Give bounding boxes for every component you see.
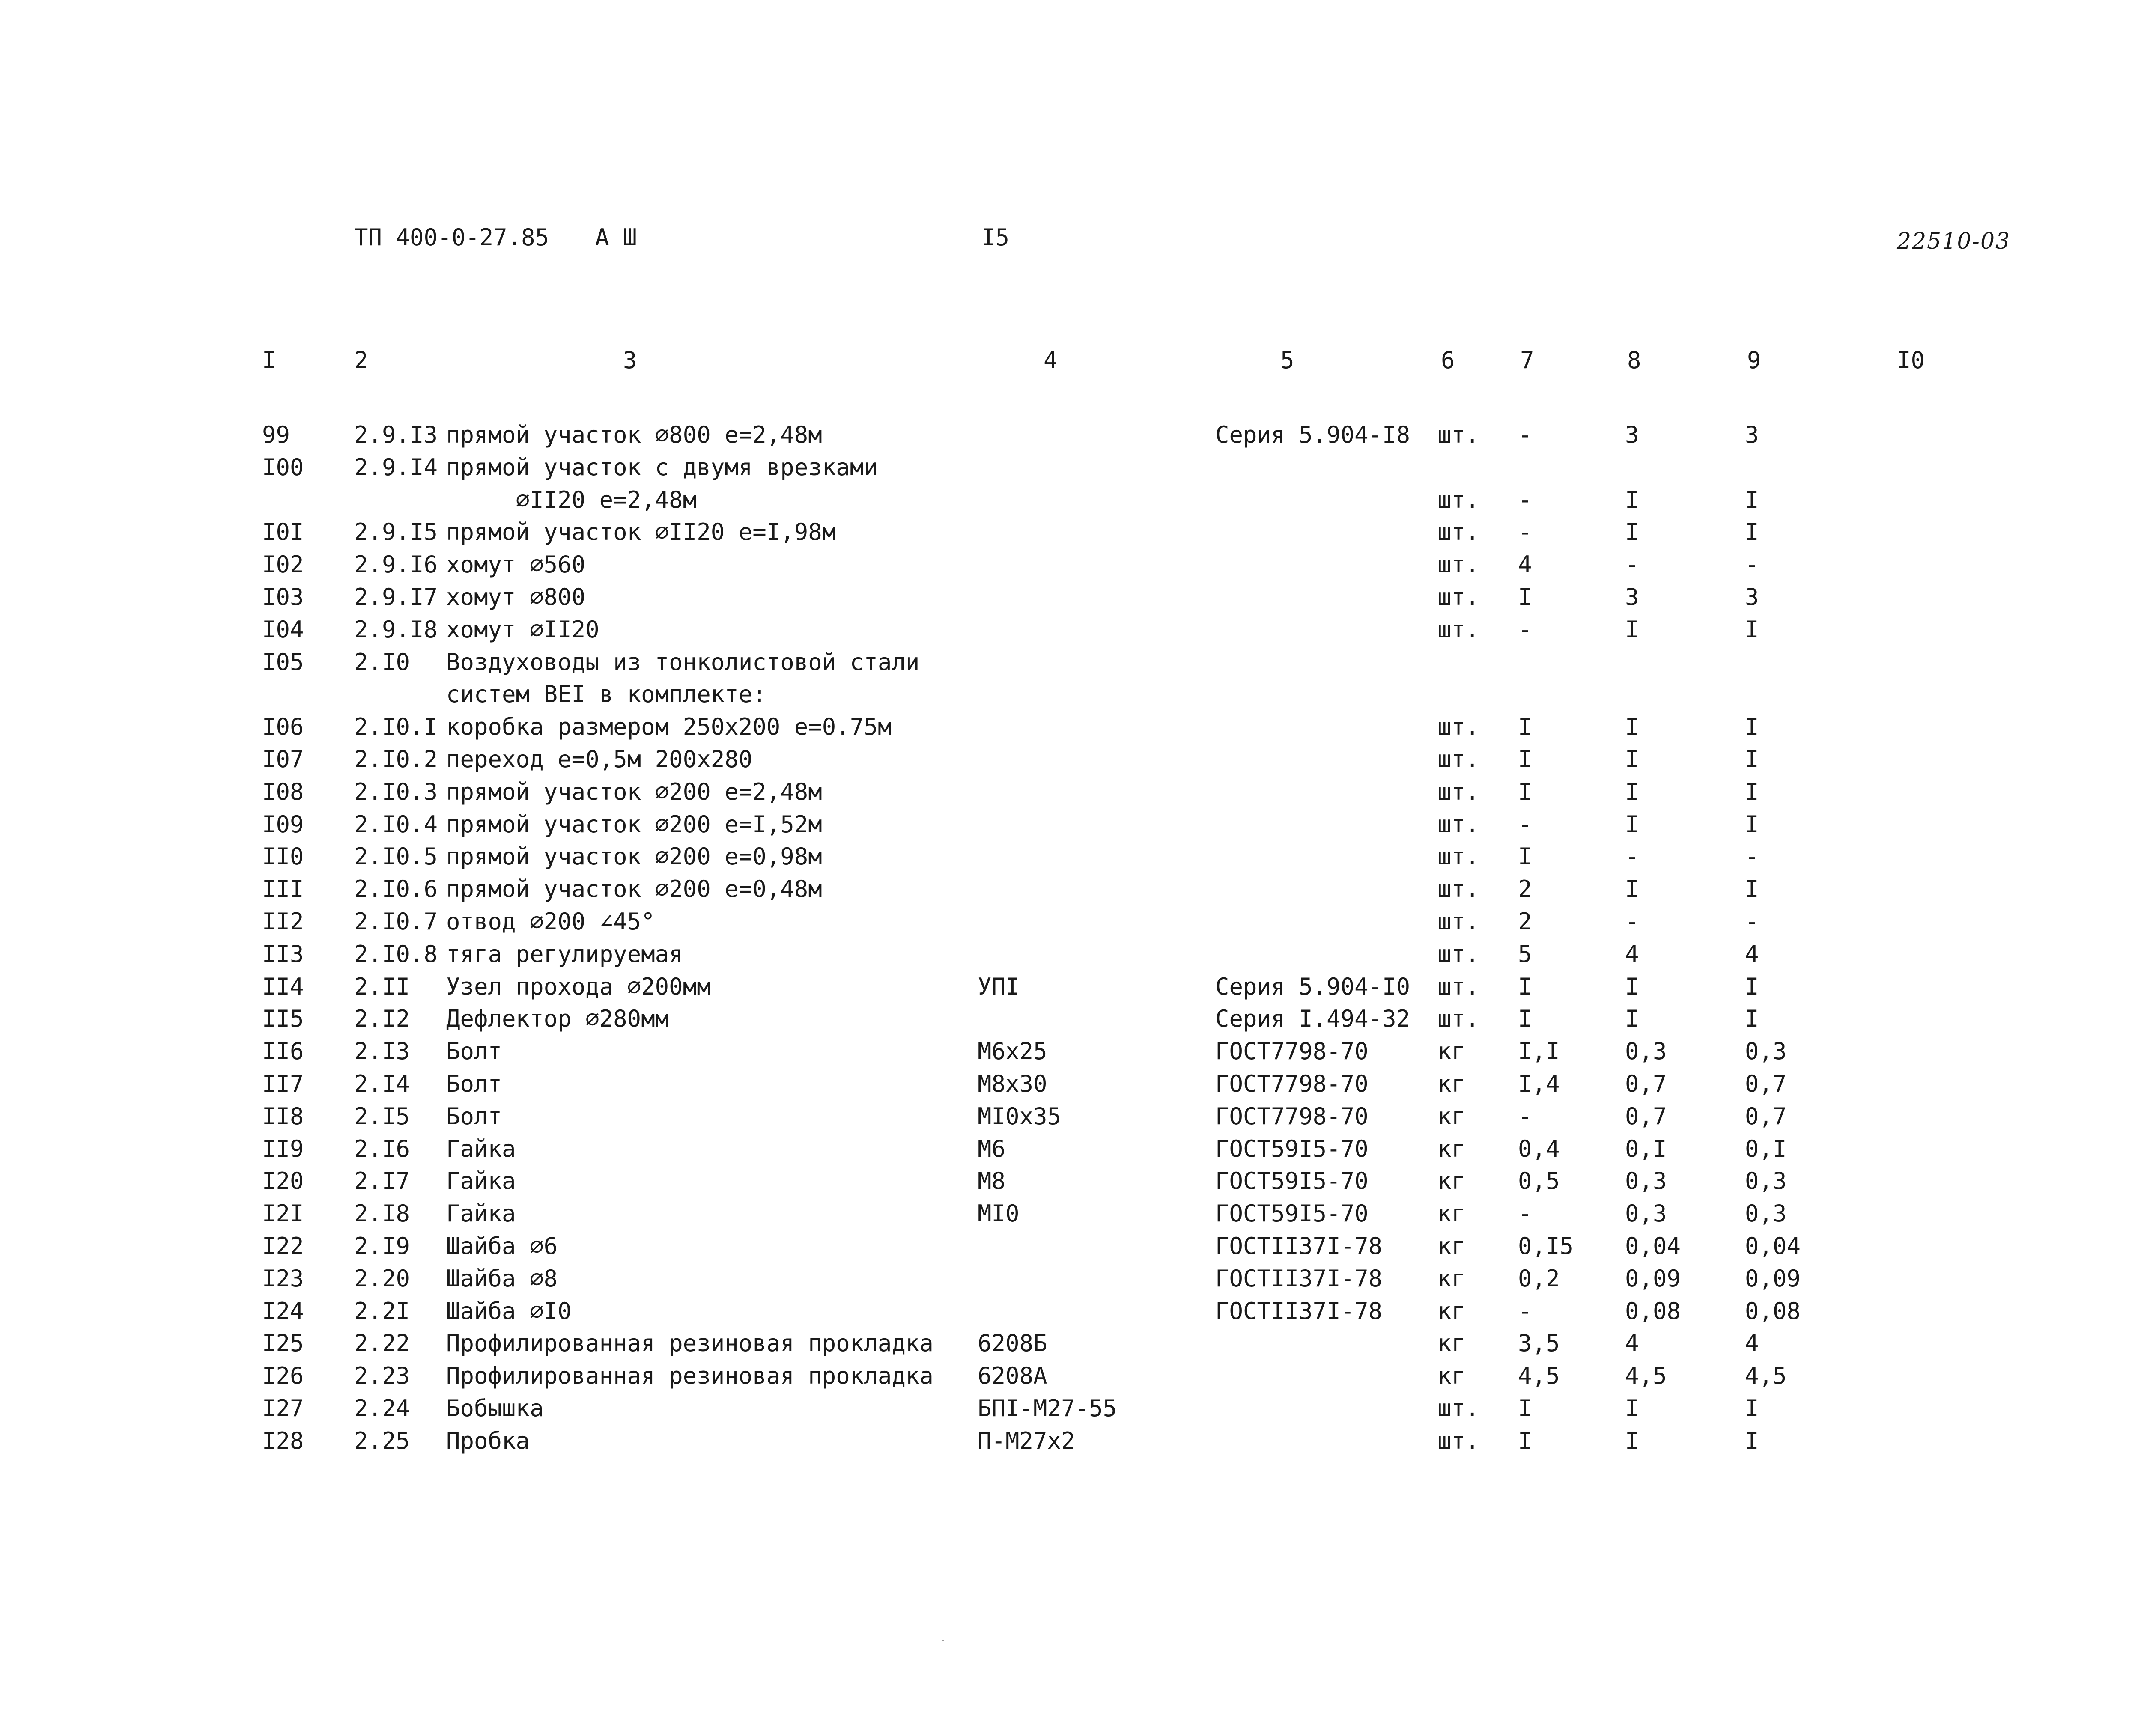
table-row — [0, 776, 2141, 808]
item-mark: УПI — [978, 973, 1020, 1000]
table-row — [0, 613, 2141, 646]
quantity-col8: I — [1625, 1427, 1639, 1454]
unit: шт. — [1437, 421, 1479, 448]
quantity-col9: - — [1745, 551, 1759, 578]
quantity-col9: I — [1745, 745, 1759, 773]
row-number: II0 — [262, 843, 304, 870]
item-name: хомут ⌀800 — [446, 583, 586, 610]
table-row — [0, 873, 2141, 905]
row-number: I07 — [262, 745, 304, 773]
quantity-col7: - — [1518, 810, 1532, 838]
position-code: 2.I0.8 — [354, 940, 438, 968]
item-name: прямой участок ⌀800 е=2,48м — [446, 421, 822, 448]
table-row — [0, 1230, 2141, 1263]
reference-document: ГОСТ59I5-70 — [1215, 1135, 1369, 1162]
unit: шт. — [1437, 810, 1479, 838]
quantity-col8: I — [1625, 616, 1639, 643]
quantity-col7: 4,5 — [1518, 1362, 1560, 1390]
quantity-col7: I — [1518, 1427, 1532, 1454]
quantity-col7: I — [1518, 1005, 1532, 1033]
quantity-col8: I — [1625, 518, 1639, 546]
quantity-col7: 3,5 — [1518, 1330, 1560, 1357]
position-code: 2.I9 — [354, 1232, 410, 1260]
quantity-col7: I — [1518, 713, 1532, 741]
item-name: Воздуховоды из тонколистовой стали — [446, 648, 920, 676]
quantity-col8: 4 — [1625, 1330, 1639, 1357]
quantity-col8: I — [1625, 778, 1639, 805]
quantity-col9: 0,08 — [1745, 1297, 1801, 1325]
unit: шт. — [1437, 616, 1479, 643]
quantity-col7: 0,5 — [1518, 1167, 1560, 1195]
unit: кг — [1437, 1167, 1466, 1195]
unit: шт. — [1437, 940, 1479, 968]
row-number: II7 — [262, 1070, 304, 1097]
item-name: Гайка — [446, 1135, 516, 1162]
quantity-col8: - — [1625, 551, 1639, 578]
item-name: Бобышка — [446, 1394, 544, 1422]
quantity-col8: I — [1625, 973, 1639, 1000]
quantity-col9: - — [1745, 908, 1759, 935]
item-name: прямой участок ⌀200 е=0,98м — [446, 843, 822, 870]
item-mark: БПI-М27-55 — [978, 1394, 1117, 1422]
quantity-col8: 0,08 — [1625, 1297, 1681, 1325]
unit: шт. — [1437, 1427, 1479, 1454]
position-code: 2.I0.2 — [354, 745, 438, 773]
unit: шт. — [1437, 713, 1479, 741]
quantity-col9: 4 — [1745, 1330, 1759, 1357]
quantity-col7: I — [1518, 1394, 1532, 1422]
unit: кг — [1437, 1265, 1466, 1292]
quantity-col7: - — [1518, 1297, 1532, 1325]
item-name: Шайба ⌀8 — [446, 1265, 558, 1292]
column-number: 4 — [1044, 347, 1058, 374]
unit: шт. — [1437, 583, 1479, 610]
table-row — [0, 711, 2141, 743]
unit: кг — [1437, 1362, 1466, 1390]
column-number: 3 — [623, 347, 637, 374]
position-code: 2.I0.7 — [354, 908, 438, 935]
item-name: систем BEI в комплекте: — [446, 681, 766, 708]
quantity-col8: 0,I — [1625, 1135, 1667, 1162]
table-row — [0, 1295, 2141, 1328]
quantity-col7: I — [1518, 745, 1532, 773]
row-number: I06 — [262, 713, 304, 741]
row-number: I05 — [262, 648, 304, 676]
quantity-col7: - — [1518, 518, 1532, 546]
row-number: I00 — [262, 453, 304, 481]
quantity-col8: 3 — [1625, 583, 1639, 610]
item-mark: М8 — [978, 1167, 1006, 1195]
unit: кг — [1437, 1070, 1466, 1097]
item-mark: МI0 — [978, 1200, 1020, 1227]
column-number-row — [0, 349, 2141, 379]
unit: кг — [1437, 1102, 1466, 1130]
row-number: II9 — [262, 1135, 304, 1162]
table-row — [0, 1133, 2141, 1165]
quantity-col8: I — [1625, 875, 1639, 903]
quantity-col7: I — [1518, 843, 1532, 870]
item-name: Болт — [446, 1102, 502, 1130]
quantity-col7: 0,I5 — [1518, 1232, 1574, 1260]
quantity-col7: 4 — [1518, 551, 1532, 578]
item-name: прямой участок ⌀200 е=2,48м — [446, 778, 822, 805]
item-name: Болт — [446, 1070, 502, 1097]
row-number: I28 — [262, 1427, 304, 1454]
item-name: хомут ⌀II20 — [446, 616, 599, 643]
row-number: II3 — [262, 940, 304, 968]
row-number: II8 — [262, 1102, 304, 1130]
quantity-col7: - — [1518, 1200, 1532, 1227]
reference-document: ГОСТ7798-70 — [1215, 1070, 1369, 1097]
quantity-col7: I,I — [1518, 1038, 1560, 1065]
table-row — [0, 1068, 2141, 1100]
position-code: 2.I6 — [354, 1135, 410, 1162]
unit: шт. — [1437, 1005, 1479, 1033]
table-row — [0, 1263, 2141, 1295]
quantity-col8: I — [1625, 713, 1639, 741]
table-row — [0, 1100, 2141, 1133]
column-number: I0 — [1897, 347, 1925, 374]
position-code: 2.I0 — [354, 648, 410, 676]
table-row — [0, 1425, 2141, 1457]
column-number: 7 — [1520, 347, 1534, 374]
quantity-col9: 0,04 — [1745, 1232, 1801, 1260]
quantity-col9: 0,7 — [1745, 1102, 1787, 1130]
reference-document: Серия I.494-32 — [1215, 1005, 1410, 1033]
quantity-col9: I — [1745, 973, 1759, 1000]
unit: кг — [1437, 1135, 1466, 1162]
item-name: Профилированная резиновая прокладка — [446, 1362, 933, 1390]
item-name: прямой участок ⌀II20 е=I,98м — [446, 518, 836, 546]
row-number: II2 — [262, 908, 304, 935]
table-row — [0, 743, 2141, 776]
unit: шт. — [1437, 908, 1479, 935]
table-row — [0, 581, 2141, 613]
row-number: I09 — [262, 810, 304, 838]
item-mark: М8х30 — [978, 1070, 1047, 1097]
quantity-col8: 4,5 — [1625, 1362, 1667, 1390]
item-name: прямой участок ⌀200 е=I,52м — [446, 810, 822, 838]
unit: шт. — [1437, 875, 1479, 903]
table-row — [0, 1327, 2141, 1360]
reference-document: ГОСТII37I-78 — [1215, 1297, 1383, 1325]
row-number: II6 — [262, 1038, 304, 1065]
row-number: I04 — [262, 616, 304, 643]
quantity-col7: 5 — [1518, 940, 1532, 968]
item-name: Шайба ⌀I0 — [446, 1297, 572, 1325]
quantity-col9: 0,3 — [1745, 1200, 1787, 1227]
reference-document: ГОСТII37I-78 — [1215, 1265, 1383, 1292]
quantity-col7: - — [1518, 1102, 1532, 1130]
column-number: 9 — [1747, 347, 1761, 374]
quantity-col7: 0,2 — [1518, 1265, 1560, 1292]
position-code: 2.II — [354, 973, 410, 1000]
item-mark: М6 — [978, 1135, 1006, 1162]
table-row — [0, 938, 2141, 971]
quantity-col8: 0,3 — [1625, 1038, 1667, 1065]
document-code: ТП 400-0-27.85 — [354, 224, 549, 251]
position-code: 2.I0.4 — [354, 810, 438, 838]
item-name: Узел прохода ⌀200мм — [446, 973, 711, 1000]
item-name: прямой участок с двумя врезками — [446, 453, 878, 481]
row-number: II5 — [262, 1005, 304, 1033]
position-code: 2.I0.6 — [354, 875, 438, 903]
row-number: III — [262, 875, 304, 903]
quantity-col7: I — [1518, 973, 1532, 1000]
quantity-col9: I — [1745, 778, 1759, 805]
unit: шт. — [1437, 486, 1479, 513]
quantity-col9: 0,3 — [1745, 1038, 1787, 1065]
quantity-col9: 4 — [1745, 940, 1759, 968]
row-number: I24 — [262, 1297, 304, 1325]
reference-document: ГОСТ7798-70 — [1215, 1102, 1369, 1130]
quantity-col9: I — [1745, 486, 1759, 513]
quantity-col9: 3 — [1745, 421, 1759, 448]
position-code: 2.24 — [354, 1394, 410, 1422]
item-name: переход е=0,5м 200х280 — [446, 745, 753, 773]
reference-document: Серия 5.904-I8 — [1215, 421, 1410, 448]
unit: кг — [1437, 1200, 1466, 1227]
quantity-col8: 0,7 — [1625, 1102, 1667, 1130]
position-code: 2.9.I7 — [354, 583, 438, 610]
column-number: 6 — [1441, 347, 1455, 374]
quantity-col8: 0,04 — [1625, 1232, 1681, 1260]
quantity-col9: I — [1745, 875, 1759, 903]
item-name: Шайба ⌀6 — [446, 1232, 558, 1260]
row-number: I25 — [262, 1330, 304, 1357]
row-number: II4 — [262, 973, 304, 1000]
quantity-col9: I — [1745, 616, 1759, 643]
table-row — [0, 1360, 2141, 1392]
item-name: Пробка — [446, 1427, 530, 1454]
position-code: 2.22 — [354, 1330, 410, 1357]
quantity-col9: I — [1745, 713, 1759, 741]
column-number: 2 — [354, 347, 368, 374]
quantity-col9: 4,5 — [1745, 1362, 1787, 1390]
quantity-col9: I — [1745, 1394, 1759, 1422]
row-number: I27 — [262, 1394, 304, 1422]
table-row — [0, 484, 2141, 516]
quantity-col8: 0,3 — [1625, 1167, 1667, 1195]
row-number: I08 — [262, 778, 304, 805]
position-code: 2.I7 — [354, 1167, 410, 1195]
page-number: I5 — [981, 224, 1010, 251]
table-row — [0, 1392, 2141, 1425]
quantity-col7: - — [1518, 616, 1532, 643]
reference-document: ГОСТ59I5-70 — [1215, 1200, 1369, 1227]
position-code: 2.9.I6 — [354, 551, 438, 578]
column-number: 8 — [1627, 347, 1641, 374]
position-code: 2.I0.5 — [354, 843, 438, 870]
table-row — [0, 905, 2141, 938]
quantity-col9: 0,3 — [1745, 1167, 1787, 1195]
quantity-col8: I — [1625, 810, 1639, 838]
quantity-col7: 0,4 — [1518, 1135, 1560, 1162]
table-row — [0, 419, 2141, 451]
row-number: I26 — [262, 1362, 304, 1390]
unit: шт. — [1437, 778, 1479, 805]
quantity-col7: I,4 — [1518, 1070, 1560, 1097]
item-mark: П-М27х2 — [978, 1427, 1075, 1454]
unit: шт. — [1437, 745, 1479, 773]
position-code: 2.9.I8 — [354, 616, 438, 643]
reference-document: ГОСТ59I5-70 — [1215, 1167, 1369, 1195]
position-code: 2.20 — [354, 1265, 410, 1292]
item-name: Болт — [446, 1038, 502, 1065]
position-code: 2.I8 — [354, 1200, 410, 1227]
column-number: 5 — [1280, 347, 1294, 374]
item-name: Дефлектор ⌀280мм — [446, 1005, 669, 1033]
table-row — [0, 808, 2141, 841]
quantity-col8: 3 — [1625, 421, 1639, 448]
unit: шт. — [1437, 973, 1479, 1000]
unit: шт. — [1437, 518, 1479, 546]
table-row — [0, 1003, 2141, 1035]
quantity-col9: 0,7 — [1745, 1070, 1787, 1097]
quantity-col9: 0,09 — [1745, 1265, 1801, 1292]
quantity-col9: I — [1745, 810, 1759, 838]
unit: кг — [1437, 1297, 1466, 1325]
item-mark: 6208Б — [978, 1330, 1047, 1357]
quantity-col8: 0,09 — [1625, 1265, 1681, 1292]
item-name: хомут ⌀560 — [446, 551, 586, 578]
row-number: I22 — [262, 1232, 304, 1260]
row-number: 99 — [262, 421, 290, 448]
row-number: I20 — [262, 1167, 304, 1195]
unit: кг — [1437, 1330, 1466, 1357]
unit: кг — [1437, 1038, 1466, 1065]
quantity-col7: I — [1518, 583, 1532, 610]
table-row — [0, 516, 2141, 548]
position-code: 2.9.I5 — [354, 518, 438, 546]
quantity-col8: I — [1625, 1005, 1639, 1033]
handwritten-inventory-number: 22510-03 — [1897, 229, 2011, 254]
position-code: 2.23 — [354, 1362, 410, 1390]
reference-document: Серия 5.904-I0 — [1215, 973, 1410, 1000]
reference-document: ГОСТII37I-78 — [1215, 1232, 1383, 1260]
position-code: 2.I3 — [354, 1038, 410, 1065]
unit: шт. — [1437, 843, 1479, 870]
item-name: прямой участок ⌀200 е=0,48м — [446, 875, 822, 903]
position-code: 2.2I — [354, 1297, 410, 1325]
table-row — [0, 840, 2141, 873]
quantity-col8: - — [1625, 843, 1639, 870]
unit: кг — [1437, 1232, 1466, 1260]
quantity-col7: I — [1518, 778, 1532, 805]
position-code: 2.9.I4 — [354, 453, 438, 481]
row-number: I03 — [262, 583, 304, 610]
unit: шт. — [1437, 1394, 1479, 1422]
position-code: 2.9.I3 — [354, 421, 438, 448]
quantity-col8: 0,7 — [1625, 1070, 1667, 1097]
position-code: 2.I0.I — [354, 713, 438, 741]
position-code: 2.I4 — [354, 1070, 410, 1097]
item-name: Гайка — [446, 1200, 516, 1227]
table-row — [0, 678, 2141, 711]
table-row — [0, 971, 2141, 1003]
position-code: 2.I5 — [354, 1102, 410, 1130]
item-name: ⌀II20 е=2,48м — [446, 486, 697, 513]
album-label: А Ш — [595, 224, 637, 251]
quantity-col7: - — [1518, 486, 1532, 513]
table-row — [0, 646, 2141, 679]
quantity-col7: 2 — [1518, 875, 1532, 903]
row-number: I02 — [262, 551, 304, 578]
quantity-col9: I — [1745, 518, 1759, 546]
item-name: Профилированная резиновая прокладка — [446, 1330, 933, 1357]
quantity-col7: - — [1518, 421, 1532, 448]
table-row — [0, 1197, 2141, 1230]
quantity-col8: - — [1625, 908, 1639, 935]
item-mark: МI0х35 — [978, 1102, 1062, 1130]
quantity-col7: 2 — [1518, 908, 1532, 935]
row-number: I2I — [262, 1200, 304, 1227]
table-row — [0, 1165, 2141, 1197]
row-number: I23 — [262, 1265, 304, 1292]
quantity-col8: I — [1625, 1394, 1639, 1422]
item-name: отвод ⌀200 ∠45° — [446, 908, 655, 935]
table-row — [0, 451, 2141, 484]
position-code: 2.I0.3 — [354, 778, 438, 805]
quantity-col8: 0,3 — [1625, 1200, 1667, 1227]
table-row — [0, 1035, 2141, 1068]
quantity-col9: I — [1745, 1005, 1759, 1033]
quantity-col8: I — [1625, 745, 1639, 773]
quantity-col9: I — [1745, 1427, 1759, 1454]
position-code: 2.25 — [354, 1427, 410, 1454]
quantity-col9: 0,I — [1745, 1135, 1787, 1162]
item-mark: М6х25 — [978, 1038, 1047, 1065]
position-code: 2.I2 — [354, 1005, 410, 1033]
row-number: I0I — [262, 518, 304, 546]
table-row — [0, 548, 2141, 581]
quantity-col8: I — [1625, 486, 1639, 513]
column-number: I — [262, 347, 276, 374]
item-mark: 6208А — [978, 1362, 1047, 1390]
item-name: Гайка — [446, 1167, 516, 1195]
quantity-col8: 4 — [1625, 940, 1639, 968]
scan-speck — [942, 1640, 944, 1641]
quantity-col9: 3 — [1745, 583, 1759, 610]
item-name: тяга регулируемая — [446, 940, 683, 968]
specification-table — [0, 419, 2141, 1457]
item-name: коробка размером 250х200 е=0.75м — [446, 713, 892, 741]
unit: шт. — [1437, 551, 1479, 578]
quantity-col9: - — [1745, 843, 1759, 870]
reference-document: ГОСТ7798-70 — [1215, 1038, 1369, 1065]
